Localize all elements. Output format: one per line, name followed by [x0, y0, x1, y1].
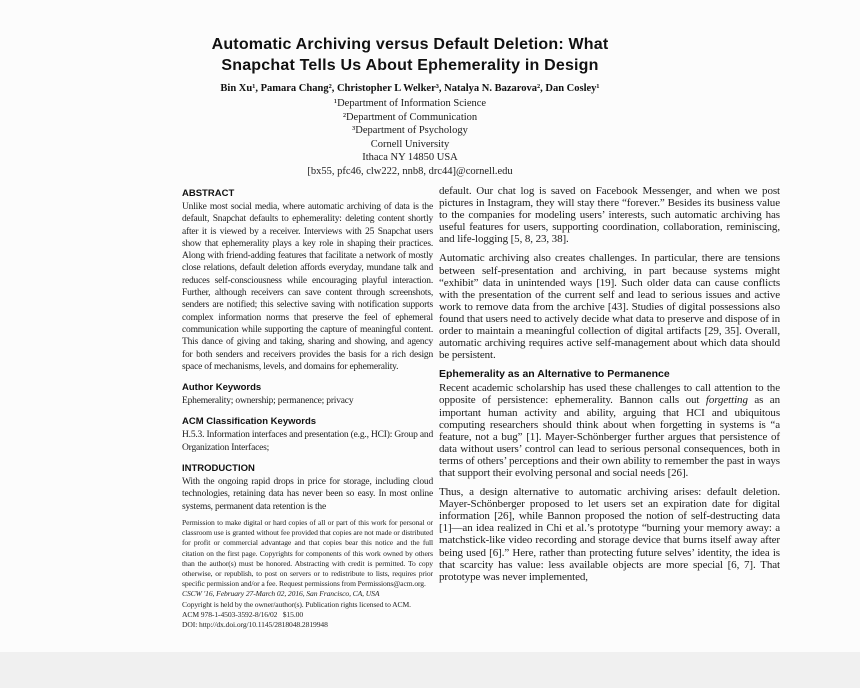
- introduction-heading: INTRODUCTION: [182, 463, 255, 475]
- paragraph-default-deletion: Thus, a design alternative to automatic archiving arises: default deletion. Mayer-Schönberger proposed to let users set an expiration date for digital information [26], while Bannon proposed the notion of self-destructing data [1]—an idea realized in Chi et al.’s prototype “burning your memory away: a matchstick-like video recording and storage device that burns itself away after being used [6].” Here, rather than protecting future selves’ identity, the idea is that scarcity has value: less available objects are more special [6, 7]. That prototype was never implemented,: [439, 486, 780, 583]
- footnote-doi: DOI: http://dx.doi.org/10.1145/2818048.2819948: [182, 619, 328, 629]
- right-column: [439, 185, 780, 590]
- affiliation-line: Ithaca NY 14850 USA: [362, 152, 458, 164]
- introduction-text: With the ongoing rapid drops in price for storage, including cloud technologies, retaining data has never been so easy. In most online systems, permanent data retention is the: [182, 477, 433, 512]
- affiliation-block: [0, 97, 820, 179]
- authors-line: Bin Xu¹, Pamara Chang², Christopher L Welker³, Natalya N. Bazarova², Dan Cosley¹: [220, 83, 600, 94]
- title-block: [0, 34, 820, 179]
- paragraph-ephemerality-pre: Recent academic scholarship has used these challenges to call attention to the opposite of persistence: ephemerality. Bannon calls out: [439, 382, 780, 407]
- affiliation-line: ³Department of Psychology: [352, 125, 468, 137]
- paper-title-line1: Automatic Archiving versus Default Deletion: What: [211, 36, 609, 53]
- affiliation-line: ²Department of Communication: [342, 111, 478, 123]
- abstract-text: Unlike most social media, where automatic archiving of data is the default, Snapchat defaults to ephemerality: deleting content shortly after it is viewed by a receiver. Interviews with 25 Snapchat users show that ephemerality plays a key role in shaping their practices. Along with friend-adding features that facilitate a network of mostly close relations, default deletion affords everyday, mundane talk and reduces self-consciousness while encouraging playful interaction. Further, although receivers can save content through screenshots, senders are notified; this selective saving with notification supports complex information norms that preserve the feel of ephemeral communication while supporting the capture of meaningful content. This dance of giving and taking, sharing and showing, and agency for both senders and receivers provides the basis for a rich design space of mechanisms, levels, and domains for ephemerality.: [182, 202, 433, 372]
- affiliation-line: Cornell University: [370, 138, 450, 150]
- section-heading-ephemerality: Ephemerality as an Alternative to Permanence: [439, 368, 670, 381]
- paragraph-ephemerality-scholarship: [439, 382, 780, 479]
- author-keywords-text: Ephemerality; ownership; permanence; privacy: [182, 396, 354, 407]
- affiliation-email: [bx55, pfc46, clw222, nnb8, drc44]@cornell.edu: [307, 165, 513, 177]
- footnote-copyright: Copyright is held by the owner/author(s). Publication rights licensed to ACM.: [182, 599, 411, 609]
- paper-title-line2: Snapchat Tells Us About Ephemerality in Design: [221, 57, 599, 74]
- affiliation-line: ¹Department of Information Science: [333, 98, 487, 109]
- copyright-footnote: [182, 518, 433, 630]
- footnote-permission: Permission to make digital or hard copies of all or part of this work for personal or classroom use is granted without fee provided that copies are not made or distributed for profit or commercial advantage and that copies bear this notice and the full citation on the first page. Copyrights for components of this work owned by others than the author(s) must be honored. Abstracting with credit is permitted. To copy otherwise, or republish, to post on servers or to redistribute to lists, requires prior specific permission and/or a fee. Request permissions from Permissions@acm.org.: [182, 517, 433, 589]
- paragraph-default-archiving: default. Our chat log is saved on Facebook Messenger, and when we post pictures in Instagram, they will stay there “forever.” Besides its business value to the companies for modeling users’ interests, such automatic archiving has useful features for users, supporting coordination, collaboration, reminiscing, and life-logging [5, 8, 23, 38].: [439, 185, 780, 246]
- acm-keywords-text: H.5.3. Information interfaces and presentation (e.g., HCI): Group and Organization Interfaces;: [182, 430, 433, 453]
- author-keywords-heading: Author Keywords: [182, 382, 262, 394]
- acm-keywords-heading: ACM Classification Keywords: [182, 416, 317, 428]
- abstract-heading: ABSTRACT: [182, 188, 235, 199]
- footnote-isbn: ACM 978-1-4503-3592-8/16/02 $15.00: [182, 609, 304, 619]
- footnote-conference: CSCW '16, February 27-March 02, 2016, San Francisco, CA, USA: [182, 589, 380, 599]
- page-bottom-margin: [0, 652, 860, 688]
- paragraph-archiving-challenges: Automatic archiving also creates challenges. In particular, there are tensions between self-presentation and archiving, in part because systems might “exhibit” data in unintended ways [19]. Such older data can cause conflicts with the presentation of the current self and lead to serious issues and active work to remove data from the archive [43]. Studies of digital possessions also found that users need to actively decide what data to preserve and dispose of in order to maintain a meaningful collection of digital artifacts [29, 35]. Overall, automatic archiving requires active self-management about which data should be persistent.: [439, 252, 780, 362]
- left-column: [182, 188, 433, 630]
- paragraph-ephemerality-post: as an important human activity and ability, arguing that HCI and ubiquitous computing researchers should think about when forgetting in systems is “a feature, not a bug” [1]. Mayer-Schönberger further argues that persistence of data without users’ control can lead to serious personal consequences, both in terms of others’ perceptions and their own ability to remember the past in ways that support their evolving personal and social needs [26].: [439, 394, 780, 479]
- paper-title: [0, 34, 820, 76]
- paragraph-ephemerality-italic-term: forgetting: [705, 394, 748, 407]
